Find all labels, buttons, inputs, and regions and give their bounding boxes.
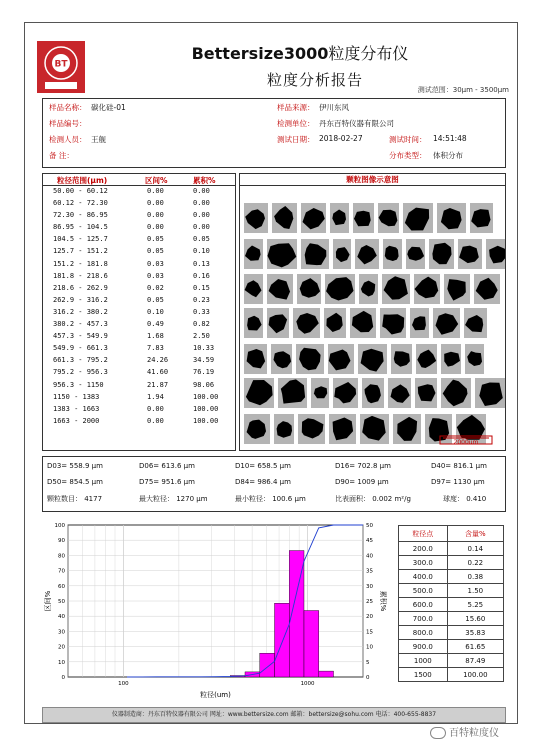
- content-cell: 1.50: [447, 584, 503, 598]
- size-point-header: [399, 526, 504, 542]
- company-logo: [37, 41, 85, 93]
- interval-cell: 0.03: [147, 271, 164, 280]
- cumulative-cell: 0.16: [193, 271, 210, 280]
- size-table-row: [43, 416, 235, 428]
- size-range-cell: 181.8 - 218.6: [53, 271, 108, 280]
- sample-name-label: 样品名称：: [49, 103, 87, 112]
- y-right-tick-label: 40: [366, 553, 373, 560]
- size-point-cell: 800.0: [399, 626, 448, 640]
- size-range-cell: 661.3 - 795.2: [53, 356, 108, 365]
- cumulative-cell: 76.19: [193, 368, 215, 377]
- stat-d97: D97= 1130 μm: [431, 478, 485, 486]
- y-right-tick-label: 15: [366, 629, 373, 636]
- interval-cell: 0.00: [147, 416, 164, 425]
- size-range-cell: 316.2 - 380.2: [53, 307, 108, 316]
- y-right-tick-label: 45: [366, 538, 373, 545]
- y-right-axis-label: 累积%: [379, 590, 387, 612]
- cumulative-cell: 0.00: [193, 223, 210, 232]
- y-right-tick-label: 25: [366, 599, 373, 605]
- size-point-row: [399, 612, 504, 626]
- size-range-cell: 1383 - 1663: [53, 404, 100, 413]
- particle-image: [244, 344, 267, 374]
- particle-image: [465, 344, 484, 374]
- cumulative-cell: 0.00: [193, 199, 210, 208]
- size-point-row: [399, 556, 504, 570]
- stat-d90: D90= 1009 μm: [335, 478, 389, 486]
- interval-cell: 41.60: [147, 368, 169, 377]
- particle-image: [383, 239, 402, 269]
- cumulative-cell: 0.15: [193, 283, 210, 292]
- test-unit-label: 检测单位：: [277, 119, 315, 128]
- cumulative-cell: 0.10: [193, 247, 210, 256]
- watermark-text: 百特粒度仪: [449, 728, 499, 739]
- y-right-tick-label: 0: [366, 675, 370, 681]
- interval-cell: 0.02: [147, 283, 164, 292]
- size-table-row: [43, 259, 235, 271]
- particle-image: [410, 308, 429, 338]
- size-table-row: [43, 343, 235, 355]
- particle-image-panel: [239, 173, 506, 451]
- size-table-row: [43, 331, 235, 343]
- y-right-tick-label: 35: [366, 568, 373, 575]
- particle-image: [380, 308, 406, 338]
- particle-image: [360, 414, 389, 444]
- size-point-row: [399, 542, 504, 556]
- cumulative-cell: 0.33: [193, 307, 210, 316]
- particle-image: [244, 203, 268, 233]
- particle-image: [267, 274, 293, 304]
- particle-image: [433, 308, 460, 338]
- particle-image: [333, 239, 351, 269]
- size-table-row: [43, 380, 235, 392]
- particle-image: [378, 203, 399, 233]
- particle-image: [298, 414, 325, 444]
- size-range-cell: 1150 - 1383: [53, 392, 100, 401]
- interval-cell: 0.00: [147, 187, 164, 195]
- report-subtitle: 粒度分析报告: [266, 71, 363, 89]
- stat-sphericity: 球度： 0.410: [443, 495, 487, 503]
- stat-d84: D84= 986.4 μm: [235, 478, 291, 486]
- sample-info-panel: [42, 98, 506, 168]
- particle-image: [425, 414, 452, 444]
- test-range: 测试范围：30μm - 3500μm: [417, 86, 509, 94]
- content-cell: 15.60: [447, 612, 503, 626]
- size-point-row: [399, 584, 504, 598]
- statistics-panel: [42, 456, 506, 512]
- interval-cell: 1.94: [147, 392, 164, 401]
- brand-cn: 粒度分布仪: [328, 44, 409, 63]
- interval-cell: 0.00: [147, 211, 164, 220]
- stat-min: 最小粒径： 100.6 μm: [235, 495, 306, 503]
- sample-name-value: 碳化硅-01: [91, 103, 126, 112]
- y-right-tick-label: 20: [366, 614, 373, 621]
- particle-image: [244, 308, 263, 338]
- x-axis-label: 粒径(um): [200, 691, 231, 699]
- particle-image: [244, 274, 263, 304]
- content-cell: 35.83: [447, 626, 503, 640]
- size-range-cell: 60.12 - 72.30: [53, 199, 108, 208]
- size-table-body: [43, 186, 235, 428]
- size-range-cell: 457.3 - 549.9: [53, 332, 108, 341]
- sample-no-label: 样品编号：: [49, 119, 87, 128]
- wechat-icon: [430, 727, 446, 739]
- size-range-cell: 380.2 - 457.3: [53, 320, 108, 329]
- y-left-tick-label: 80: [58, 553, 65, 560]
- test-date-value: 2018-02-27: [319, 134, 363, 143]
- size-point-table: [398, 525, 504, 682]
- size-table-row: [43, 295, 235, 307]
- content-cell: 5.25: [447, 598, 503, 612]
- size-point-cell: 200.0: [399, 542, 448, 556]
- particle-image: [274, 414, 294, 444]
- size-range-cell: 50.00 - 60.12: [53, 187, 108, 195]
- particle-image: [296, 344, 324, 374]
- particle-image: [301, 239, 329, 269]
- size-table-row: [43, 367, 235, 379]
- cumulative-cell: 0.05: [193, 235, 210, 244]
- particle-images: [240, 186, 505, 450]
- size-table-row: [43, 271, 235, 283]
- interval-cell: 0.05: [147, 235, 164, 244]
- y-left-tick-label: 40: [58, 614, 65, 621]
- tester-value: 王舰: [91, 135, 106, 144]
- particle-image: [388, 378, 411, 408]
- size-point-row: [399, 668, 504, 682]
- interval-cell: 7.83: [147, 344, 164, 353]
- size-range-cell: 956.3 - 1150: [53, 380, 104, 389]
- particle-image: [301, 203, 326, 233]
- y-left-tick-label: 0: [61, 675, 65, 681]
- x-tick-label: 100: [118, 681, 129, 687]
- y-left-tick-label: 30: [58, 629, 65, 636]
- col-range-header: 粒径范围(μm): [57, 176, 108, 185]
- interval-cell: 0.00: [147, 223, 164, 232]
- dist-type-value: 体积分布: [433, 151, 463, 160]
- particle-image: [325, 274, 355, 304]
- size-point-cell: 700.0: [399, 612, 448, 626]
- content-cell: 100.00: [447, 668, 503, 682]
- particle-image: [271, 344, 292, 374]
- particle-image: [429, 239, 454, 269]
- report-title: [160, 41, 440, 64]
- size-table-row: [43, 210, 235, 222]
- interval-cell: 0.05: [147, 247, 164, 256]
- size-range-cell: 262.9 - 316.2: [53, 295, 108, 304]
- y-left-axis-label: 区间%: [44, 590, 52, 612]
- stat-d75: D75= 951.6 μm: [139, 478, 195, 486]
- cumulative-cell: 0.82: [193, 320, 210, 329]
- stat-d10: D10= 658.5 μm: [235, 462, 291, 470]
- size-table-row: [43, 234, 235, 246]
- interval-cell: 0.10: [147, 307, 164, 316]
- cumulative-cell: 2.50: [193, 332, 210, 341]
- size-point-cell: 300.0: [399, 556, 448, 570]
- particle-image: [391, 344, 412, 374]
- size-table-row: [43, 283, 235, 295]
- size-range-cell: 218.6 - 262.9: [53, 283, 108, 292]
- size-point-header-cell: 粒径点: [399, 526, 448, 542]
- particle-image-title: 颗粒图像示意图: [240, 174, 505, 186]
- particle-image: [441, 378, 471, 408]
- particle-image: [267, 239, 297, 269]
- size-distribution-table: [42, 173, 236, 451]
- particle-image: [393, 414, 421, 444]
- content-cell: 0.22: [447, 556, 503, 570]
- y-right-tick-label: 5: [366, 659, 370, 666]
- size-range-cell: 104.5 - 125.7: [53, 235, 108, 244]
- size-point-cell: 900.0: [399, 640, 448, 654]
- size-table-row: [43, 319, 235, 331]
- interval-cell: 0.49: [147, 320, 164, 329]
- test-date-label: 测试日期：: [277, 135, 315, 144]
- size-range-cell: 151.2 - 181.8: [53, 259, 108, 268]
- size-table-row: [43, 222, 235, 234]
- particle-image: [350, 308, 376, 338]
- x-tick-label: 1000: [300, 681, 315, 687]
- size-table-row: [43, 392, 235, 404]
- size-table-row: [43, 198, 235, 210]
- col-interval-header: 区间%: [145, 176, 168, 185]
- size-table-row: [43, 307, 235, 319]
- y-right-tick-label: 10: [366, 644, 373, 651]
- size-point-cell: 1000: [399, 654, 448, 668]
- histogram-bar: [260, 653, 275, 677]
- stat-ssa: 比表面积： 0.002 m²/g: [335, 495, 411, 503]
- particle-image: [272, 203, 297, 233]
- size-table-row: [43, 246, 235, 258]
- cumulative-cell: 100.00: [193, 404, 219, 413]
- content-cell: 0.14: [447, 542, 503, 556]
- cumulative-cell: 0.00: [193, 187, 210, 195]
- stat-d06: D06= 613.6 μm: [139, 462, 195, 470]
- particle-image: [444, 274, 470, 304]
- particle-image: [244, 239, 263, 269]
- y-left-tick-label: 50: [58, 599, 65, 605]
- stat-d16: D16= 702.8 μm: [335, 462, 391, 470]
- size-range-cell: 125.7 - 151.2: [53, 247, 108, 256]
- stat-max: 最大粒径： 1270 μm: [139, 495, 208, 503]
- content-cell: 87.49: [447, 654, 503, 668]
- particle-image: [416, 344, 437, 374]
- dist-type-label: 分布类型：: [389, 151, 427, 160]
- particle-image: [474, 274, 500, 304]
- particle-image: [267, 308, 289, 338]
- particle-image: [244, 414, 270, 444]
- report-page: [24, 22, 518, 724]
- size-table-row: [43, 404, 235, 416]
- size-point-cell: 1500: [399, 668, 448, 682]
- size-range-cell: 1663 - 2000: [53, 416, 100, 425]
- y-left-tick-label: 100: [54, 523, 65, 529]
- size-range-cell: 549.9 - 661.3: [53, 344, 108, 353]
- stat-count: 颗粒数目： 4177: [47, 495, 103, 503]
- particle-image: [406, 239, 425, 269]
- y-left-tick-label: 90: [58, 538, 65, 545]
- sample-source-label: 样品来源：: [277, 103, 315, 112]
- distribution-chart-svg: [42, 517, 387, 703]
- size-point-row: [399, 570, 504, 584]
- particle-image: [464, 308, 487, 338]
- footer-bar: 仪器制造商：丹东百特仪器有限公司 网址：www.bettersize.com 邮箱：bettersize@sohu.com 电话：400-655-8837: [42, 707, 506, 723]
- particle-image: [358, 344, 387, 374]
- particle-image: [470, 203, 493, 233]
- interval-cell: 0.00: [147, 199, 164, 208]
- size-point-cell: 500.0: [399, 584, 448, 598]
- remark-label: 备 注：: [49, 151, 74, 160]
- interval-cell: 1.68: [147, 332, 164, 341]
- cumulative-cell: 0.23: [193, 295, 210, 304]
- cumulative-cell: 0.00: [193, 211, 210, 220]
- sample-source-value: 伊川东风: [319, 103, 349, 112]
- particle-image: [415, 378, 437, 408]
- particle-image: [293, 308, 320, 338]
- y-right-tick-label: 50: [366, 523, 373, 529]
- particle-image: [311, 378, 329, 408]
- histogram-bar: [274, 603, 289, 677]
- interval-cell: 0.03: [147, 259, 164, 268]
- cumulative-cell: 98.06: [193, 380, 215, 389]
- particle-image: [278, 378, 307, 408]
- distribution-chart: [42, 517, 387, 703]
- size-table-row: [43, 186, 235, 198]
- cumulative-cell: 10.33: [193, 344, 215, 353]
- interval-cell: 24.26: [147, 356, 169, 365]
- particle-image: [329, 414, 356, 444]
- tester-label: 检测人员：: [49, 135, 87, 144]
- particle-image: [403, 203, 433, 233]
- particle-image: [333, 378, 358, 408]
- content-cell: 0.38: [447, 570, 503, 584]
- particle-image: [328, 344, 354, 374]
- interval-cell: 0.00: [147, 404, 164, 413]
- test-time-value: 14:51:48: [433, 134, 467, 143]
- stat-d03: D03= 558.9 μm: [47, 462, 103, 470]
- brand-name: Bettersize3000: [191, 44, 329, 63]
- particle-image: [362, 378, 384, 408]
- particle-image: [359, 274, 378, 304]
- particle-image: [475, 378, 505, 408]
- cumulative-cell: 100.00: [193, 416, 219, 425]
- size-table-row: [43, 355, 235, 367]
- particle-image: [458, 239, 482, 269]
- particle-image: [437, 203, 466, 233]
- particle-image: [244, 378, 274, 408]
- size-point-row: [399, 598, 504, 612]
- content-cell: 61.65: [447, 640, 503, 654]
- particle-image: [382, 274, 410, 304]
- test-time-label: 测试时间：: [389, 135, 427, 144]
- histogram-bar: [319, 671, 334, 677]
- size-point-row: [399, 654, 504, 668]
- y-left-tick-label: 10: [58, 659, 65, 666]
- interval-cell: 21.87: [147, 380, 169, 389]
- y-right-tick-label: 30: [366, 583, 373, 590]
- col-cumulative-header: 累积%: [193, 176, 216, 185]
- size-range-cell: 86.95 - 104.5: [53, 223, 108, 232]
- cumulative-cell: 100.00: [193, 392, 219, 401]
- size-point-row: [399, 626, 504, 640]
- size-point-cell: 400.0: [399, 570, 448, 584]
- interval-cell: 0.05: [147, 295, 164, 304]
- stat-d40: D40= 816.1 μm: [431, 462, 487, 470]
- particle-image: [355, 239, 379, 269]
- cumulative-cell: 34.59: [193, 356, 215, 365]
- scale-bar-label: 2000um: [453, 439, 479, 446]
- size-table-header: [43, 174, 235, 186]
- size-range-cell: 72.30 - 86.95: [53, 211, 108, 220]
- particle-image: [353, 203, 374, 233]
- test-unit-value: 丹东百特仪器有限公司: [319, 119, 394, 128]
- size-range-cell: 795.2 - 956.3: [53, 368, 108, 377]
- y-left-tick-label: 70: [58, 568, 65, 575]
- content-header-cell: 含量%: [447, 526, 503, 542]
- stat-d50: D50= 854.5 μm: [47, 478, 103, 486]
- histogram-bar: [304, 611, 319, 677]
- cumulative-cell: 0.13: [193, 259, 210, 268]
- particle-image: [441, 344, 461, 374]
- particle-image: [324, 308, 346, 338]
- watermark: [430, 724, 499, 739]
- size-point-cell: 600.0: [399, 598, 448, 612]
- particle-image: [414, 274, 440, 304]
- particle-image: [297, 274, 321, 304]
- size-point-row: [399, 640, 504, 654]
- y-left-tick-label: 60: [58, 583, 65, 590]
- y-left-tick-label: 20: [58, 644, 65, 651]
- particle-image: [330, 203, 349, 233]
- particle-image: [486, 239, 505, 269]
- svg-text:BT: BT: [54, 59, 68, 70]
